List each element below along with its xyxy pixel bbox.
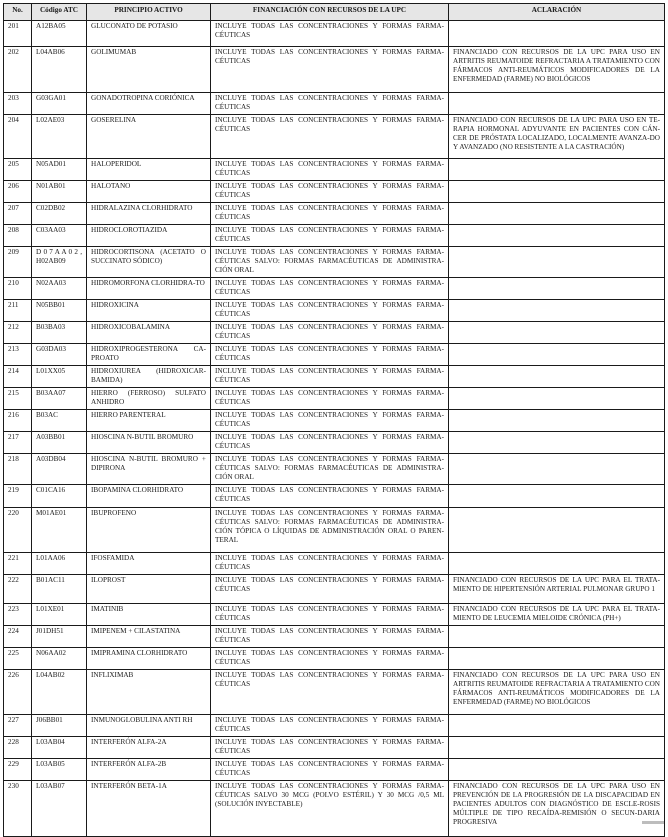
cell-financiacion: INCLUYE TODAS LAS CONCENTRACIONES Y FORMAS FARMA-CÉUTICAS SALVO 30 MCG (POLVO ESTÉRIL) Y 30 MCG /0,5 ML (SOLUCIÓN INYECTABLE) [211, 781, 449, 837]
cell-codigo-atc: B01AC11 [32, 575, 87, 604]
cell-codigo-atc: L01XX05 [32, 366, 87, 388]
table-row [4, 604, 665, 626]
cell-codigo-atc: C03AA03 [32, 225, 87, 247]
medication-table [3, 3, 665, 837]
cell-aclaracion [449, 553, 665, 575]
cell-codigo-atc: M01AE01 [32, 508, 87, 553]
cell-aclaracion [449, 715, 665, 737]
cell-principio-activo: HIERRO PARENTERAL [87, 410, 211, 432]
cell-codigo-atc: L01XE01 [32, 604, 87, 626]
cell-financiacion: INCLUYE TODAS LAS CONCENTRACIONES Y FORMAS FARMA-CÉUTICAS [211, 159, 449, 181]
cell-aclaracion [449, 388, 665, 410]
table-row [4, 322, 665, 344]
cell-no: 211 [4, 300, 32, 322]
cell-principio-activo: INTERFERÓN ALFA-2B [87, 759, 211, 781]
table-row [4, 575, 665, 604]
cell-principio-activo: IMATINIB [87, 604, 211, 626]
cell-aclaracion [449, 648, 665, 670]
cell-no: 220 [4, 508, 32, 553]
cell-financiacion: INCLUYE TODAS LAS CONCENTRACIONES Y FORMAS FARMA-CÉUTICAS [211, 300, 449, 322]
table-row [4, 159, 665, 181]
cell-aclaracion [449, 278, 665, 300]
cell-financiacion: INCLUYE TODAS LAS CONCENTRACIONES Y FORMAS FARMA-CÉUTICAS [211, 410, 449, 432]
cell-no: 209 [4, 247, 32, 278]
cell-principio-activo: IMIPENEM + CILASTATINA [87, 626, 211, 648]
cell-principio-activo: HIOSCINA N-BUTIL BROMURO + DIPIRONA [87, 454, 211, 485]
cell-aclaracion [449, 737, 665, 759]
table-row [4, 485, 665, 508]
cell-codigo-atc: L04AB06 [32, 47, 87, 93]
cell-financiacion: INCLUYE TODAS LAS CONCENTRACIONES Y FORMAS FARMA-CÉUTICAS SALVO: FORMAS FARMACÉUTICAS DE ADMINISTRA-CIÓN TÓPICA O LÍQUIDAS DE ADMINISTRACIÓN ORAL O PAREN-TERAL [211, 508, 449, 553]
cell-financiacion: INCLUYE TODAS LAS CONCENTRACIONES Y FORMAS FARMA-CÉUTICAS [211, 93, 449, 115]
cell-principio-activo: IBUPROFENO [87, 508, 211, 553]
cell-aclaracion [449, 432, 665, 454]
cell-aclaracion [449, 454, 665, 485]
cell-aclaracion [449, 225, 665, 247]
cell-codigo-atc: C01CA16 [32, 485, 87, 508]
cell-no: 229 [4, 759, 32, 781]
cell-codigo-atc: B03AA07 [32, 388, 87, 410]
table-row [4, 737, 665, 759]
cell-aclaracion: FINANCIADO CON RECURSOS DE LA UPC PARA EL TRATA-MIENTO DE HIPERTENSIÓN ARTERIAL PULMONAR GRUPO 1 [449, 575, 665, 604]
table-row [4, 115, 665, 159]
cell-principio-activo: INTERFERÓN ALFA-2A [87, 737, 211, 759]
cell-no: 221 [4, 553, 32, 575]
cell-no: 224 [4, 626, 32, 648]
cell-principio-activo: IMIPRAMINA CLORHIDRATO [87, 648, 211, 670]
cell-codigo-atc: B03BA03 [32, 322, 87, 344]
cell-no: 212 [4, 322, 32, 344]
cell-codigo-atc: A03DB04 [32, 454, 87, 485]
cell-no: 218 [4, 454, 32, 485]
cell-codigo-atc: J06BB01 [32, 715, 87, 737]
table-header [4, 4, 665, 21]
cell-financiacion: INCLUYE TODAS LAS CONCENTRACIONES Y FORMAS FARMA-CÉUTICAS [211, 388, 449, 410]
table-row [4, 508, 665, 553]
cell-codigo-atc: N06AA02 [32, 648, 87, 670]
cell-codigo-atc: L03AB05 [32, 759, 87, 781]
cell-principio-activo: HIDROXIPROGESTERONA CA-PROATO [87, 344, 211, 366]
cell-principio-activo: HIOSCINA N-BUTIL BROMURO [87, 432, 211, 454]
table-row [4, 781, 665, 837]
cell-no: 219 [4, 485, 32, 508]
cell-codigo-atc: L02AE03 [32, 115, 87, 159]
cell-codigo-atc: A12BA05 [32, 21, 87, 47]
cell-aclaracion: FINANCIADO CON RECURSOS DE LA UPC PARA USO EN ARTRITIS REUMATOIDE REFRACTARIA A TRATAMIENTO CON FÁRMACOS ANTI-REUMÁTICOS MODIFICADORES DE LA ENFERMEDAD (FARME) NO BIOLÓGICOS [449, 670, 665, 715]
cell-aclaracion [449, 300, 665, 322]
table-row [4, 344, 665, 366]
cell-principio-activo: GONADOTROPINA CORIÓNICA [87, 93, 211, 115]
cell-no: 210 [4, 278, 32, 300]
cell-principio-activo: IBOPAMINA CLORHIDRATO [87, 485, 211, 508]
cell-financiacion: INCLUYE TODAS LAS CONCENTRACIONES Y FORMAS FARMA-CÉUTICAS SALVO: FORMAS FARMACÉUTICAS DE ADMINISTRA-CIÓN ORAL [211, 247, 449, 278]
table-row [4, 247, 665, 278]
table-row [4, 553, 665, 575]
cell-principio-activo: HIDROMORFONA CLORHIDRA-TO [87, 278, 211, 300]
cell-aclaracion [449, 508, 665, 553]
cell-no: 228 [4, 737, 32, 759]
cell-aclaracion [449, 159, 665, 181]
table-row [4, 278, 665, 300]
table-row [4, 715, 665, 737]
cell-no: 227 [4, 715, 32, 737]
cell-no: 223 [4, 604, 32, 626]
table-row [4, 388, 665, 410]
cell-principio-activo: HIDROCORTISONA (ACETATO O SUCCINATO SÓDICO) [87, 247, 211, 278]
cell-aclaracion [449, 181, 665, 203]
cell-financiacion: INCLUYE TODAS LAS CONCENTRACIONES Y FORMAS FARMA-CÉUTICAS [211, 737, 449, 759]
cell-aclaracion [449, 21, 665, 47]
cell-financiacion: INCLUYE TODAS LAS CONCENTRACIONES Y FORMAS FARMA-CÉUTICAS [211, 278, 449, 300]
table-row [4, 21, 665, 47]
header-principio-activo: PRINCIPIO ACTIVO [87, 4, 211, 21]
cell-financiacion: INCLUYE TODAS LAS CONCENTRACIONES Y FORMAS FARMA-CÉUTICAS [211, 670, 449, 715]
cell-financiacion: INCLUYE TODAS LAS CONCENTRACIONES Y FORMAS FARMA-CÉUTICAS [211, 648, 449, 670]
header-row [4, 4, 665, 21]
cell-financiacion: INCLUYE TODAS LAS CONCENTRACIONES Y FORMAS FARMA-CÉUTICAS [211, 203, 449, 225]
cell-principio-activo: GLUCONATO DE POTASIO [87, 21, 211, 47]
cell-codigo-atc: N05AD01 [32, 159, 87, 181]
cell-financiacion: INCLUYE TODAS LAS CONCENTRACIONES Y FORMAS FARMA-CÉUTICAS [211, 432, 449, 454]
table-row [4, 203, 665, 225]
cell-no: 201 [4, 21, 32, 47]
cell-codigo-atc: G03GA01 [32, 93, 87, 115]
cell-codigo-atc: L03AB07 [32, 781, 87, 837]
cell-codigo-atc: C02DB02 [32, 203, 87, 225]
cell-no: 215 [4, 388, 32, 410]
cell-principio-activo: HIDROXICINA [87, 300, 211, 322]
cell-aclaracion: FINANCIADO CON RECURSOS DE LA UPC PARA EL TRATA-MIENTO DE LEUCEMIA MIELOIDE CRÓNICA (PH+) [449, 604, 665, 626]
cell-financiacion: INCLUYE TODAS LAS CONCENTRACIONES Y FORMAS FARMA-CÉUTICAS [211, 575, 449, 604]
cell-aclaracion [449, 759, 665, 781]
table-row [4, 366, 665, 388]
table-row [4, 410, 665, 432]
cell-no: 203 [4, 93, 32, 115]
cell-no: 202 [4, 47, 32, 93]
cell-codigo-atc: D 0 7 A A 0 2 , H02AB09 [32, 247, 87, 278]
cell-aclaracion [449, 410, 665, 432]
cell-codigo-atc: N02AA03 [32, 278, 87, 300]
cell-no: 222 [4, 575, 32, 604]
cell-codigo-atc: J01DH51 [32, 626, 87, 648]
cell-principio-activo: INTERFERÓN BETA-1A [87, 781, 211, 837]
table-row [4, 300, 665, 322]
cell-aclaracion [449, 366, 665, 388]
cell-aclaracion [449, 322, 665, 344]
header-financiacion: FINANCIACIÓN CON RECURSOS DE LA UPC [211, 4, 449, 21]
table-row [4, 47, 665, 93]
table-row [4, 759, 665, 781]
cell-financiacion: INCLUYE TODAS LAS CONCENTRACIONES Y FORMAS FARMA-CÉUTICAS [211, 322, 449, 344]
cell-no: 205 [4, 159, 32, 181]
cell-codigo-atc: N05BB01 [32, 300, 87, 322]
cell-codigo-atc: L03AB04 [32, 737, 87, 759]
cell-no: 204 [4, 115, 32, 159]
cell-principio-activo: ILOPROST [87, 575, 211, 604]
cell-financiacion: INCLUYE TODAS LAS CONCENTRACIONES Y FORMAS FARMA-CÉUTICAS [211, 715, 449, 737]
document-page [3, 3, 664, 837]
cell-principio-activo: HIDROXICOBALAMINA [87, 322, 211, 344]
table-row [4, 626, 665, 648]
cell-no: 217 [4, 432, 32, 454]
cell-principio-activo: INFLIXIMAB [87, 670, 211, 715]
cell-no: 214 [4, 366, 32, 388]
cell-aclaracion [449, 485, 665, 508]
header-codigo-atc: Código ATC [32, 4, 87, 21]
cell-principio-activo: GOSERELINA [87, 115, 211, 159]
cell-financiacion: INCLUYE TODAS LAS CONCENTRACIONES Y FORMAS FARMA-CÉUTICAS [211, 47, 449, 93]
cell-financiacion: INCLUYE TODAS LAS CONCENTRACIONES Y FORMAS FARMA-CÉUTICAS [211, 115, 449, 159]
cell-financiacion: INCLUYE TODAS LAS CONCENTRACIONES Y FORMAS FARMA-CÉUTICAS [211, 344, 449, 366]
header-aclaracion: ACLARACIÓN [449, 4, 665, 21]
header-no: No. [4, 4, 32, 21]
cell-financiacion: INCLUYE TODAS LAS CONCENTRACIONES Y FORMAS FARMA-CÉUTICAS [211, 604, 449, 626]
cell-principio-activo: GOLIMUMAB [87, 47, 211, 93]
cell-aclaracion [449, 203, 665, 225]
cell-no: 213 [4, 344, 32, 366]
cell-principio-activo: HIERRO (FERROSO) SULFATO ANHIDRO [87, 388, 211, 410]
table-row [4, 432, 665, 454]
cell-principio-activo: IFOSFAMIDA [87, 553, 211, 575]
cell-no: 206 [4, 181, 32, 203]
cell-no: 226 [4, 670, 32, 715]
cell-no: 225 [4, 648, 32, 670]
table-row [4, 225, 665, 247]
cell-principio-activo: HIDROXIUREA (HIDROXICAR-BAMIDA) [87, 366, 211, 388]
cell-financiacion: INCLUYE TODAS LAS CONCENTRACIONES Y FORMAS FARMA-CÉUTICAS [211, 21, 449, 47]
table-row [4, 648, 665, 670]
cell-financiacion: INCLUYE TODAS LAS CONCENTRACIONES Y FORMAS FARMA-CÉUTICAS [211, 181, 449, 203]
cell-aclaracion: FINANCIADO CON RECURSOS DE LA UPC PARA USO EN TE-RAPIA HORMONAL ADYUVANTE EN PACIENTES CON CÁN-CER DE PRÓSTATA LOCALIZADO, LOCALMENTE AVANZA-DO Y AVANZADO (NO RESISTENTE A LA CASTRACIÓN) [449, 115, 665, 159]
cell-codigo-atc: G03DA03 [32, 344, 87, 366]
cell-principio-activo: HALOTANO [87, 181, 211, 203]
cell-codigo-atc: A03BB01 [32, 432, 87, 454]
cell-no: 216 [4, 410, 32, 432]
cell-aclaracion [449, 344, 665, 366]
cell-financiacion: INCLUYE TODAS LAS CONCENTRACIONES Y FORMAS FARMA-CÉUTICAS SALVO: FORMAS FARMACÉUTICAS DE ADMINISTRA-CIÓN ORAL [211, 454, 449, 485]
cell-financiacion: INCLUYE TODAS LAS CONCENTRACIONES Y FORMAS FARMA-CÉUTICAS [211, 225, 449, 247]
cell-aclaracion [449, 93, 665, 115]
table-row [4, 93, 665, 115]
cell-financiacion: INCLUYE TODAS LAS CONCENTRACIONES Y FORMAS FARMA-CÉUTICAS [211, 759, 449, 781]
cell-financiacion: INCLUYE TODAS LAS CONCENTRACIONES Y FORMAS FARMA-CÉUTICAS [211, 626, 449, 648]
cell-principio-activo: HALOPERIDOL [87, 159, 211, 181]
cell-no: 207 [4, 203, 32, 225]
table-body [4, 21, 665, 837]
cell-aclaracion [449, 247, 665, 278]
cell-no: 230 [4, 781, 32, 837]
cell-financiacion: INCLUYE TODAS LAS CONCENTRACIONES Y FORMAS FARMA-CÉUTICAS [211, 485, 449, 508]
cell-principio-activo: INMUNOGLOBULINA ANTI RH [87, 715, 211, 737]
cell-codigo-atc: N01AB01 [32, 181, 87, 203]
table-row [4, 454, 665, 485]
cell-financiacion: INCLUYE TODAS LAS CONCENTRACIONES Y FORMAS FARMA-CÉUTICAS [211, 366, 449, 388]
table-row [4, 181, 665, 203]
cell-codigo-atc: L01AA06 [32, 553, 87, 575]
cell-financiacion: INCLUYE TODAS LAS CONCENTRACIONES Y FORMAS FARMA-CÉUTICAS [211, 553, 449, 575]
cell-aclaracion: FINANCIADO CON RECURSOS DE LA UPC PARA USO EN PREVENCIÓN DE LA PROGRESIÓN DE LA DISCAPACIDAD EN PACIENTES ADULTOS CON DIAGNÓSTICO DE ESCLE-ROSIS MÚLTIPLE DE TIPO RECAÍDA-REMISIÓN O SECUN-DARIA PROGRESIVA [449, 781, 665, 837]
cell-no: 208 [4, 225, 32, 247]
cell-principio-activo: HIDROCLOROTIAZIDA [87, 225, 211, 247]
cell-codigo-atc: L04AB02 [32, 670, 87, 715]
cell-aclaracion: FINANCIADO CON RECURSOS DE LA UPC PARA USO EN ARTRITIS REUMATOIDE REFRACTARIA A TRATAMIENTO CON FÁRMACOS ANTI-REUMÁTICOS MODIFICADORES DE LA ENFERMEDAD (FARME) NO BIOLÓGICOS [449, 47, 665, 93]
table-row [4, 670, 665, 715]
cell-principio-activo: HIDRALAZINA CLORHIDRATO [87, 203, 211, 225]
cell-codigo-atc: B03AC [32, 410, 87, 432]
cell-aclaracion [449, 626, 665, 648]
